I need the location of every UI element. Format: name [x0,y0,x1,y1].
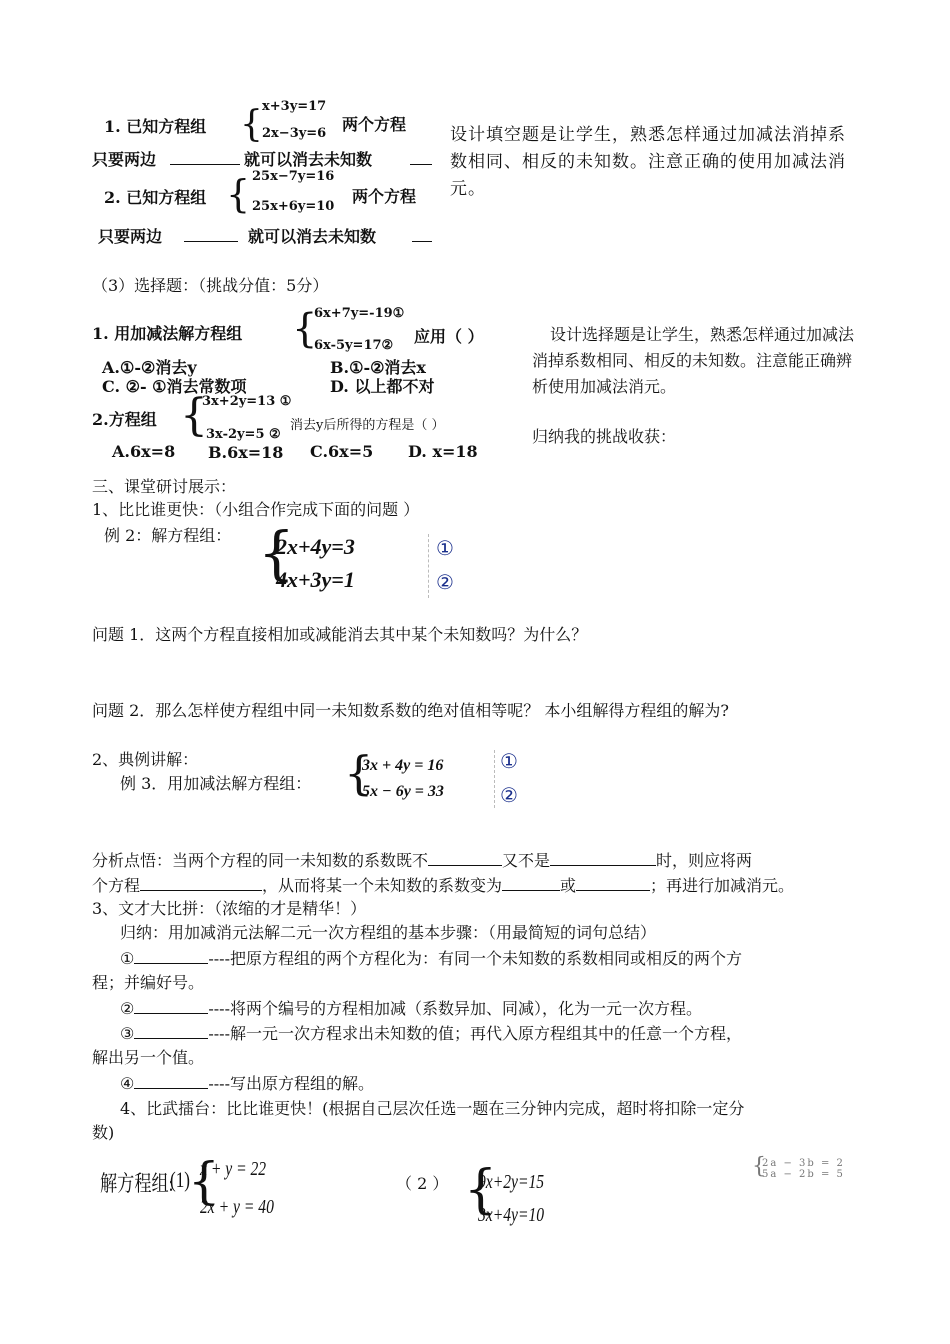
choice-q2-eq1: 3x+2y=13 ① [202,394,292,409]
brace-icon: { [464,1160,498,1220]
fill-q2-blank[interactable] [184,226,238,246]
fill-q2-eq2: 25x+6y=10 [252,199,335,214]
practice-2-number: （ 2 ） [396,1174,449,1193]
brace-icon: { [292,306,318,352]
example2-label: 例 2：解方程组： [104,526,232,545]
fill-q2-eq1: 25x−7y=16 [252,169,335,184]
section3-part2: 2、典例讲解： [92,750,199,769]
section3-part3: 3、文才大比拼：（浓缩的才是精华！） [92,899,367,918]
analysis-text-c: 时，则应将两 [656,851,753,870]
example3-label: 例 3．用加减法解方程组： [120,774,312,793]
step-1 [120,946,742,969]
example2-eq1: 2x+4y=3 [276,534,355,559]
choice-q2-option-b[interactable]: B.6x=18 [208,443,284,462]
section3-title: 三、课堂研讨展示： [92,477,237,496]
analysis-line-2 [92,873,794,896]
fill-q2-line2-a: 只要两边 [98,227,163,246]
practice-2-eq1: 9x+2y=15 [478,1171,545,1193]
choice-q2-suffix: 消去y后所得的方程是（ ） [290,418,445,433]
fill-q1-prefix: 1. 已知方程组 [104,117,207,136]
step-1-number: ① [120,949,135,968]
example3-eq2: 5x − 6y = 33 [362,783,444,800]
analysis-text-g: ；再进行加减消元。 [650,876,795,895]
choice-design-note: 设计选择题是让学生，熟悉怎样通过加减法消掉系数相同、相反的未知数。注意能正确辨析使用加减法消元。 [532,325,855,396]
choice-q1-suffix: 应用（ ） [414,327,484,346]
step-2-text: ----将两个编号的方程相加减（系数异加、同减），化为一元一次方程。 [208,999,702,1018]
equation-marker-1: ① [500,749,518,773]
analysis-text-a: 分析点悟：当两个方程的同一未知数的系数既不 [92,851,429,870]
practice-1-eq2: 2x + y = 40 [200,1196,274,1218]
brace-icon: { [188,1152,220,1210]
section3-part4-continued: 数) [92,1123,115,1142]
fill-q1-eq1: x+3y=17 [262,99,327,114]
equation-marker-1: ① [436,536,454,560]
practice-3-eq2: 5a − 2b = 5 [762,1169,845,1180]
brace-icon: { [344,746,374,800]
step-2-blank[interactable] [134,998,208,1014]
step-4-number: ④ [120,1074,135,1093]
fill-in-design-note: 设计填空题是让学生，熟悉怎样通过加减法消掉系数相同、相反的未知数。注意正确的使用加减法消元。 [450,125,846,199]
choice-q2-prefix: 2.方程组 [92,410,157,429]
example3-eq1: 3x + 4y = 16 [362,757,444,774]
step-2-number: ② [120,999,135,1018]
fill-q2-prefix: 2. 已知方程组 [104,188,207,207]
step-3-blank[interactable] [134,1023,208,1039]
choice-harvest-prompt: 归纳我的挑战收获： [532,427,677,446]
brace-icon: { [752,1154,766,1179]
fill-q1-eq2: 2x−3y=6 [262,126,327,141]
fill-q2-suffix: 两个方程 [352,187,417,206]
step-4-text: ----写出原方程组的解。 [208,1074,374,1093]
step-2 [120,996,702,1019]
step-3-continued: 解出另一个值。 [92,1048,205,1067]
practice-1-eq1: x + y = 22 [200,1158,267,1180]
fill-q1-suffix: 两个方程 [342,115,407,134]
choice-heading: （3）选择题：（挑战分值：5分） [92,276,329,295]
step-1-blank[interactable] [134,948,208,964]
choice-q1-option-b[interactable]: B.①-②消去x [330,358,426,377]
section3-part1: 1、比比谁更快：（小组合作完成下面的问题 ） [92,500,420,519]
equation-marker-2: ② [436,570,454,594]
practice-label: 解方程组: [100,1171,174,1196]
analysis-blank-1[interactable] [428,850,502,866]
step-1-continued: 程；并编好号。 [92,973,205,992]
choice-q1-option-c[interactable]: C. ②- ①消去常数项 [102,377,247,396]
choice-q2-option-c[interactable]: C.6x=5 [310,442,374,461]
choice-q1-option-a[interactable]: A.①-②消去y [102,358,197,377]
choice-q1-eq2: 6x-5y=17② [314,338,394,353]
brace-icon: { [258,519,295,587]
choice-q1-eq1: 6x+7y=-19① [314,306,405,321]
analysis-blank-5[interactable] [576,875,650,891]
analysis-blank-2[interactable] [550,850,656,866]
step-4-blank[interactable] [134,1073,208,1089]
equation-marker-2: ② [500,783,518,807]
choice-q1-prefix: 1. 用加减法解方程组 [92,324,243,343]
fill-q2-line2-b: 就可以消去未知数 [248,227,377,246]
analysis-line-1 [92,848,752,871]
analysis-text-e: ，从而将某一个未知数的系数变为 [262,876,503,895]
section3-part4: 4、比武擂台：比比谁更快！(根据自己层次任选一题在三分钟内完成，超时将扣除一定分 [120,1099,745,1118]
step-4 [120,1071,374,1094]
choice-q2-option-a[interactable]: A.6x=8 [112,442,176,461]
practice-1-number: (1) [170,1167,191,1192]
analysis-text-f: 或 [560,876,577,895]
choice-q1-option-d[interactable]: D. 以上都不对 [330,377,435,396]
practice-3-eq1: 2a − 3b = 2 [762,1158,845,1169]
fill-q2-end-blank[interactable] [412,226,432,246]
step-1-text: ----把原方程组的两个方程化为：有同一个未知数的系数相同或相反的两个方 [208,949,742,968]
analysis-text-d: 个方程 [92,876,141,895]
question-2: 问题 2．那么怎样使方程组中同一未知数系数的绝对值相等呢？ 本小组解得方程组的解为? [92,701,729,720]
step-3 [120,1021,742,1044]
step-3-number: ③ [120,1024,135,1043]
practice-2-eq2: 3x+4y=10 [478,1204,545,1226]
divider-line [428,534,429,598]
fill-q1-line2-a: 只要两边 [92,150,157,169]
example2-eq2: 4x+3y=1 [276,567,355,592]
analysis-text-b: 又不是 [502,851,551,870]
fill-q1-blank[interactable] [170,149,240,169]
brace-icon: { [240,104,263,145]
choice-q2-option-d[interactable]: D. x=18 [408,442,478,461]
analysis-blank-3[interactable] [140,875,262,891]
step-3-text: ----解一元一次方程求出未知数的值；再代入原方程组其中的任意一个方程， [208,1024,742,1043]
brace-icon: { [226,172,251,216]
steps-summary: 归纳：用加减消元法解二元一次方程组的基本步骤：（用最简短的词句总结） [120,923,657,942]
choice-q2-eq2: 3x-2y=5 ② [206,427,281,442]
question-1: 问题 1．这两个方程直接相加或减能消去其中某个未知数吗？为什么？ [92,625,588,644]
divider-line [494,750,495,808]
analysis-blank-4[interactable] [502,875,560,891]
fill-q1-end-blank[interactable] [410,149,432,169]
fill-q1-line2-b: 就可以消去未知数 [244,150,373,169]
brace-icon: { [180,390,208,441]
